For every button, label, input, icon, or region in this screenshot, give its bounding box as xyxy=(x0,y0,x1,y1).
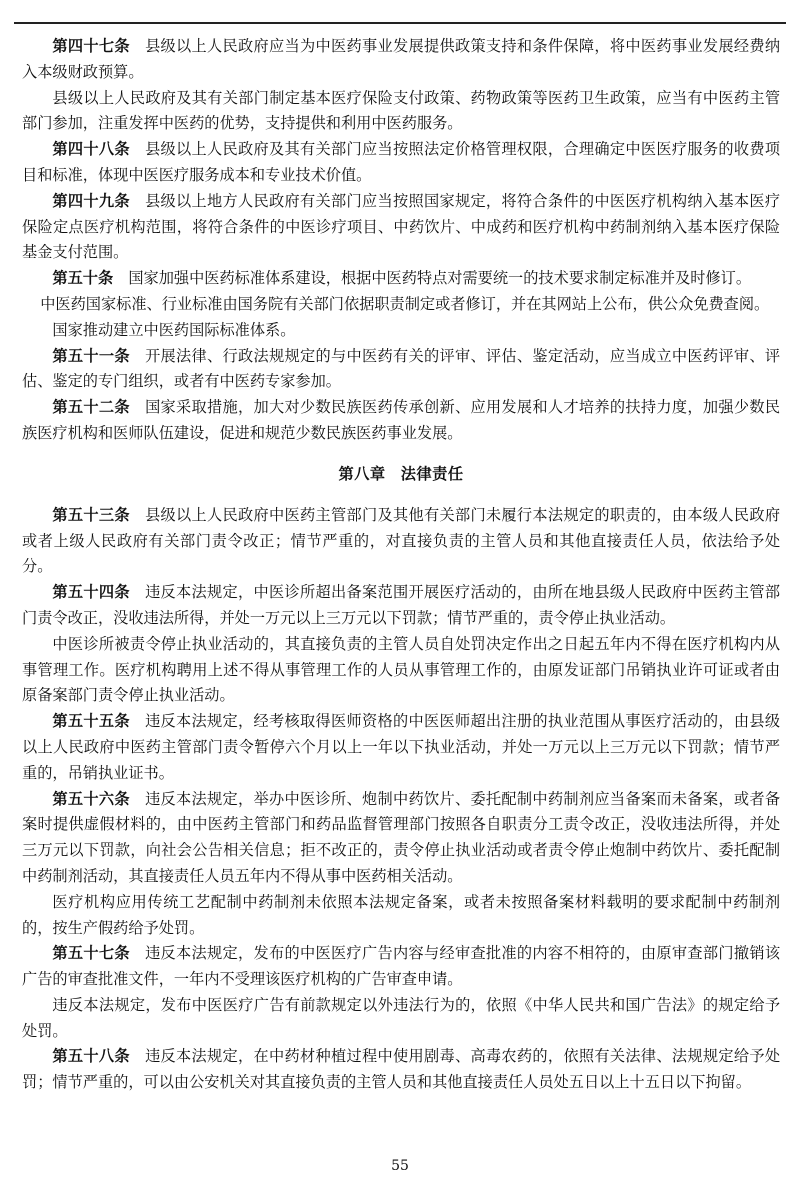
article-number: 第五十五条 xyxy=(52,712,130,731)
article-number: 第五十二条 xyxy=(52,398,130,417)
paragraph xyxy=(22,292,780,318)
paragraph-text: 中医诊所被责令停止执业活动的，其直接负责的主管人员自处罚决定作出之日起五年内不得在医疗机构内从事管理工作。医疗机构聘用上述不得从事管理工作的人员从事管理工作的，由原发证部门吊销执业许可证或者由原备案部门责令停止执业活动。 xyxy=(22,634,780,705)
paragraph xyxy=(22,344,780,396)
page-content xyxy=(22,34,780,1096)
paragraph xyxy=(22,137,780,189)
article-number: 第五十六条 xyxy=(52,789,130,808)
paragraph-text: 国家加强中医药标准体系建设，根据中医药特点对需要统一的技术要求制定标准并及时修订。 xyxy=(128,269,752,288)
paragraph-text: 中医药国家标准、行业标准由国务院有关部门依据职责制定或者修订，并在其网站上公布，供公众免费查阅。 xyxy=(40,294,770,313)
paragraph-text: 违反本法规定，发布中医医疗广告有前款规定以外违法行为的，依照《中华人民共和国广告法》的规定给予处罚。 xyxy=(22,995,780,1040)
paragraph xyxy=(22,787,780,890)
paragraph-text: 医疗机构应用传统工艺配制中药制剂未依照本法规定备案，或者未按照备案材料载明的要求配制中药制剂的，按生产假药给予处罚。 xyxy=(22,892,780,937)
article-number: 第五十七条 xyxy=(52,944,130,963)
paragraph xyxy=(22,941,780,993)
paragraph-text: 国家采取措施，加大对少数民族医药传承创新、应用发展和人才培养的扶持力度，加强少数民族医疗机构和医师队伍建设，促进和规范少数民族医药事业发展。 xyxy=(22,398,781,442)
paragraph xyxy=(22,580,780,632)
article-number: 第四十八条 xyxy=(52,140,130,159)
paragraph-text: 县级以上人民政府应当为中医药事业发展提供政策支持和条件保障，将中医药事业发展经费纳入本级财政预算。 xyxy=(22,37,781,81)
article-number: 第五十四条 xyxy=(52,583,130,602)
paragraph-text: 违反本法规定，举办中医诊所、炮制中药饮片、委托配制中药制剂应当备案而未备案，或者备案时提供虚假材料的，由中医药主管部门和药品监督管理部门按照各自职责分工责令改正，没收违法所得，并处三万元以下罚款，向社会公告相关信息；拒不改正的，责令停止执业活动或者责令停止炮制中药饮片、委托配制中药制剂活动，其直接责任人员五年内不得从事中医药相关活动。 xyxy=(22,789,781,885)
section-before-chapter xyxy=(22,34,780,447)
paragraph xyxy=(22,318,780,344)
chapter-number: 第八章 xyxy=(338,464,386,483)
paragraph xyxy=(22,1044,780,1096)
paragraph xyxy=(22,86,780,138)
paragraph xyxy=(22,503,780,580)
paragraph-text: 国家推动建立中医药国际标准体系。 xyxy=(52,320,296,339)
paragraph xyxy=(22,890,780,942)
paragraph-text: 违反本法规定，在中药材种植过程中使用剧毒、高毒农药的，依照有关法律、法规规定给予处罚；情节严重的，可以由公安机关对其直接负责的主管人员和其他直接责任人员处五日以上十五日以下拘留。 xyxy=(22,1047,781,1092)
article-number: 第五十八条 xyxy=(52,1047,130,1066)
paragraph-text: 违反本法规定，发布的中医医疗广告内容与经审查批准的内容不相符的，由原审查部门撤销该广告的审查批准文件，一年内不受理该医疗机构的广告审查申请。 xyxy=(22,944,781,989)
paragraph xyxy=(22,993,780,1045)
chapter-title: 法律责任 xyxy=(400,464,464,483)
article-number: 第四十九条 xyxy=(52,191,130,210)
paragraph xyxy=(22,395,780,447)
article-number: 第四十七条 xyxy=(52,37,130,55)
paragraph xyxy=(22,266,780,292)
paragraph-text: 开展法律、行政法规规定的与中医药有关的评审、评估、鉴定活动，应当成立中医药评审、评估、鉴定的专门组织，或者有中医药专家参加。 xyxy=(22,346,781,391)
paragraph xyxy=(22,34,780,86)
paragraph xyxy=(22,709,780,786)
article-number: 第五十条 xyxy=(52,269,114,288)
article-number: 第五十一条 xyxy=(52,346,130,365)
section-after-chapter xyxy=(22,503,780,1096)
article-number: 第五十三条 xyxy=(52,505,130,524)
paragraph-text: 县级以上地方人民政府有关部门应当按照国家规定，将符合条件的中医医疗机构纳入基本医疗保险定点医疗机构范围，将符合条件的中医诊疗项目、中药饮片、中成药和医疗机构中药制剂纳入基本医疗保险基金支付范围。 xyxy=(22,191,781,262)
chapter-heading xyxy=(22,463,780,484)
paragraph-text: 县级以上人民政府中医药主管部门及其他有关部门未履行本法规定的职责的，由本级人民政府或者上级人民政府有关部门责令改正；情节严重的，对直接负责的主管人员和其他直接责任人员，依法给予处分。 xyxy=(22,505,781,576)
paragraph-text: 县级以上人民政府及其有关部门应当按照法定价格管理权限，合理确定中医医疗服务的收费项目和标准，体现中医医疗服务成本和专业技术价值。 xyxy=(22,140,781,184)
page-number: 55 xyxy=(391,1158,409,1174)
paragraph xyxy=(22,189,780,266)
paragraph xyxy=(22,632,780,709)
paragraph-text: 违反本法规定，中医诊所超出备案范围开展医疗活动的，由所在地县级人民政府中医药主管部门责令改正，没收违法所得，并处一万元以上三万元以下罚款；情节严重的，责令停止执业活动。 xyxy=(22,583,781,627)
paragraph-text: 违反本法规定，经考核取得医师资格的中医医师超出注册的执业范围从事医疗活动的，由县级以上人民政府中医药主管部门责令暂停六个月以上一年以下执业活动，并处一万元以上三万元以下罚款；情节严重的，吊销执业证书。 xyxy=(22,712,781,782)
paragraph-text: 县级以上人民政府及其有关部门制定基本医疗保险支付政策、药物政策等医药卫生政策，应当有中医药主管部门参加，注重发挥中医药的优势，支持提供和利用中医药服务。 xyxy=(22,88,780,133)
header-rule xyxy=(14,22,786,24)
